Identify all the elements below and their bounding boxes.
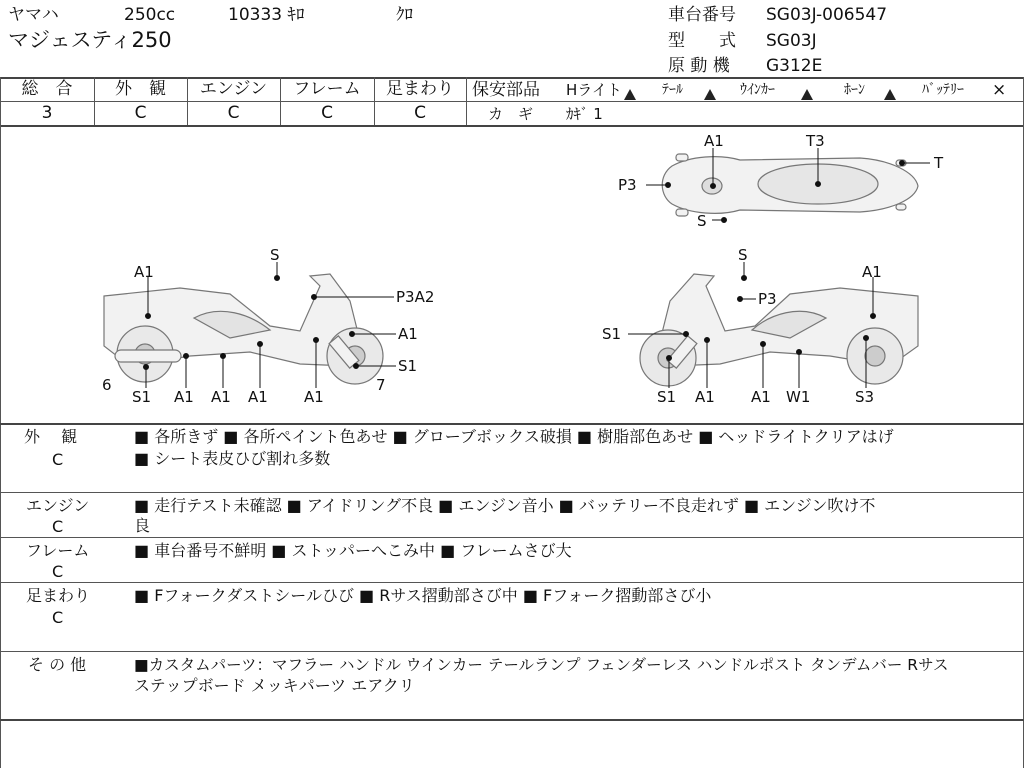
key-label: カ ギ: [488, 105, 534, 123]
frame-comment-grade: C: [52, 562, 64, 581]
suspension-label: 足まわり: [386, 79, 454, 99]
overall-grade: 3: [41, 103, 53, 123]
tail-triangle-icon: [704, 84, 716, 103]
winker-triangle-icon: [801, 84, 813, 103]
frame-no-label: 車台番号: [668, 5, 736, 25]
suspension-comment-line1: ■ Fフォークダストシールひび ■ Rサス摺動部さび中 ■ Fフォーク摺動部さび小: [134, 586, 712, 605]
right-label-a1-b1: A1: [695, 388, 715, 406]
headlight-triangle-icon: [624, 84, 636, 103]
engine-comment-line1: ■ 走行テスト未確認 ■ アイドリング不良 ■ エンジン音小 ■ バッテリー不良走れず ■ エンジン吹け不: [134, 496, 876, 515]
horn-label: ﾎｰﾝ: [844, 82, 865, 98]
exterior-comment-line2: ■ シート表皮ひび割れ多数: [134, 449, 331, 468]
frame-section-border: [0, 582, 1024, 583]
type-label: 型 式: [668, 31, 736, 51]
top-view-scooter: [662, 154, 918, 216]
battery-mark: ×: [992, 80, 1007, 100]
engine-comment-grade: C: [52, 517, 64, 536]
left-label-a1-top: A1: [134, 263, 154, 281]
overall-label: 総 合: [21, 79, 73, 99]
frame-label: フレーム: [293, 79, 361, 99]
key-value: ｶｷﾞ 1: [566, 105, 603, 123]
right-label-s1-front: S1: [602, 325, 622, 343]
engine-model-value: G312E: [766, 56, 823, 76]
grade-table-mid-border: [0, 101, 466, 102]
frame-no: SG03J-006547: [766, 5, 888, 25]
exterior-label: 外 観: [115, 79, 166, 99]
engine-section-border: [0, 537, 1024, 538]
left-label-a1-b4: A1: [304, 388, 324, 406]
right-label-s: S: [738, 246, 748, 264]
mileage: 10333 ｷﾛ: [228, 5, 305, 25]
left-label-7: 7: [376, 376, 386, 394]
headlight-label: Hライト: [566, 81, 622, 99]
frame-grade: C: [321, 103, 333, 123]
horn-triangle-icon: [884, 84, 896, 103]
left-label-a1-b3: A1: [248, 388, 268, 406]
color: ｸﾛ: [396, 5, 413, 25]
top-label-t: T: [934, 154, 944, 172]
right-label-s1-bottom: S1: [657, 388, 677, 406]
left-label-a1-b2: A1: [211, 388, 231, 406]
right-label-a1-top: A1: [862, 263, 882, 281]
safety-label: 保安部品: [472, 80, 540, 100]
suspension-comment-grade: C: [52, 608, 64, 627]
engine-comment-title: エンジン: [26, 496, 90, 515]
displacement: 250cc: [124, 5, 176, 25]
other-comment-line1: ■カスタムパーツ：マフラー ハンドル ウインカー テールランプ フェンダーレス ハンドルポスト タンデムバー Rサス: [134, 656, 949, 674]
exterior-grade: C: [134, 103, 147, 123]
suspension-grade: C: [414, 103, 426, 123]
type-value: SG03J: [766, 31, 817, 51]
exterior-section-border: [0, 492, 1024, 493]
top-label-a1: A1: [704, 132, 724, 150]
left-label-p3a2: P3A2: [396, 288, 435, 306]
exterior-comment-line1: ■ 各所きず ■ 各所ペイント色あせ ■ グローブボックス破損 ■ 樹脂部色あせ ■ ヘッドライトクリアはげ: [134, 427, 894, 446]
battery-label: ﾊﾞｯﾃﾘｰ: [922, 82, 964, 98]
frame-comment-line1: ■ 車台番号不鮮明 ■ ストッパーへこみ中 ■ フレームさび大: [134, 541, 572, 560]
tail-label: ﾃｰﾙ: [662, 82, 683, 98]
left-label-s: S: [270, 246, 280, 264]
right-label-a1-b2: A1: [751, 388, 771, 406]
left-label-s1-bottom: S1: [132, 388, 152, 406]
frame-comment-title: フレーム: [26, 541, 90, 560]
exterior-comment-grade: C: [52, 450, 64, 469]
top-label-t3: T3: [806, 132, 825, 150]
engine-model-label: 原 動 機: [668, 56, 730, 76]
engine-label: エンジン: [199, 79, 268, 99]
other-comment-line2: ステップボード メッキパーツ エアクリ: [134, 676, 415, 695]
right-label-w1: W1: [786, 388, 811, 406]
right-label-p3: P3: [758, 290, 777, 308]
diagram-bottom-border: [0, 423, 1024, 425]
top-label-s: S: [697, 212, 707, 230]
other-comment-title: そ の 他: [28, 655, 87, 674]
suspension-section-border: [0, 651, 1024, 652]
right-side-scooter: [640, 274, 918, 386]
exterior-comment-title: 外 観: [24, 427, 78, 446]
damage-diagram: [0, 126, 1024, 424]
comments-bottom-border: [0, 719, 1024, 721]
left-label-a1-front: A1: [398, 325, 418, 343]
grade-divider: [466, 77, 467, 125]
winker-label: ｳｲﾝｶｰ: [740, 82, 775, 98]
model-name: マジェスティ250: [8, 28, 172, 52]
left-label-a1-b1: A1: [174, 388, 194, 406]
right-label-s3: S3: [855, 388, 875, 406]
left-label-s1-front: S1: [398, 357, 418, 375]
top-label-p3: P3: [618, 176, 637, 194]
engine-grade: C: [227, 103, 240, 123]
suspension-comment-title: 足まわり: [26, 586, 91, 605]
engine-comment-line2: 良: [134, 516, 151, 535]
left-label-6: 6: [102, 376, 112, 394]
maker: ヤマハ: [8, 5, 59, 25]
safety-mid-border: [466, 101, 1024, 102]
